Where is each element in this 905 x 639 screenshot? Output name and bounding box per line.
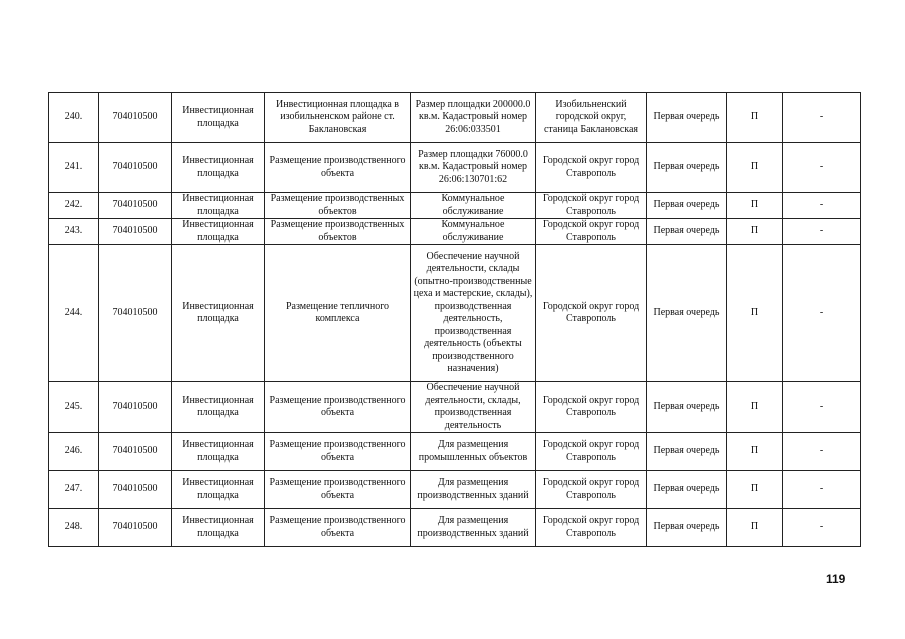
status-cell: П xyxy=(727,219,783,245)
row-number-cell: 240. xyxy=(49,93,99,143)
purpose-cell: Инвестиционная площадка в изобильненском районе ст. Баклановская xyxy=(265,93,411,143)
location-cell: Городской округ город Ставрополь xyxy=(536,382,647,433)
code-cell: 704010500 xyxy=(99,471,172,509)
code-cell: 704010500 xyxy=(99,245,172,382)
purpose-cell: Размещение производственного объекта xyxy=(265,471,411,509)
category-cell: Инвестиционная площадка xyxy=(172,509,265,547)
page-number: 119 xyxy=(826,572,846,586)
code-cell: 704010500 xyxy=(99,382,172,433)
location-cell: Городской округ город Ставрополь xyxy=(536,219,647,245)
table-row xyxy=(49,193,861,219)
row-number-cell: 241. xyxy=(49,143,99,193)
code-cell: 704010500 xyxy=(99,143,172,193)
note-cell: - xyxy=(783,93,861,143)
category-cell: Инвестиционная площадка xyxy=(172,193,265,219)
stage-cell: Первая очередь xyxy=(647,219,727,245)
table-row xyxy=(49,471,861,509)
description-cell: Для размещения производственных зданий xyxy=(411,509,536,547)
status-cell: П xyxy=(727,509,783,547)
stage-cell: Первая очередь xyxy=(647,143,727,193)
note-cell: - xyxy=(783,193,861,219)
status-cell: П xyxy=(727,471,783,509)
purpose-cell: Размещение производственных объектов xyxy=(265,219,411,245)
stage-cell: Первая очередь xyxy=(647,471,727,509)
row-number-cell: 248. xyxy=(49,509,99,547)
table-row xyxy=(49,382,861,433)
table-row xyxy=(49,433,861,471)
location-cell: Городской округ город Ставрополь xyxy=(536,471,647,509)
location-cell: Городской округ город Ставрополь xyxy=(536,509,647,547)
description-cell: Обеспечение научной деятельности, склады (опытно-производственные цеха и мастерские, склады), производственная деятельность, производственная деятельность (объекты производственного назначения) xyxy=(411,245,536,382)
note-cell: - xyxy=(783,245,861,382)
stage-cell: Первая очередь xyxy=(647,93,727,143)
description-cell: Коммунальное обслуживание xyxy=(411,219,536,245)
table-row xyxy=(49,509,861,547)
stage-cell: Первая очередь xyxy=(647,193,727,219)
status-cell: П xyxy=(727,143,783,193)
status-cell: П xyxy=(727,93,783,143)
note-cell: - xyxy=(783,382,861,433)
purpose-cell: Размещение производственного объекта xyxy=(265,143,411,193)
description-cell: Размер площадки 76000.0 кв.м. Кадастровый номер 26:06:130701:62 xyxy=(411,143,536,193)
row-number-cell: 243. xyxy=(49,219,99,245)
description-cell: Обеспечение научной деятельности, склады, производственная деятельность xyxy=(411,382,536,433)
category-cell: Инвестиционная площадка xyxy=(172,143,265,193)
status-cell: П xyxy=(727,193,783,219)
purpose-cell: Размещение тепличного комплекса xyxy=(265,245,411,382)
description-cell: Коммунальное обслуживание xyxy=(411,193,536,219)
category-cell: Инвестиционная площадка xyxy=(172,382,265,433)
purpose-cell: Размещение производственных объектов xyxy=(265,193,411,219)
purpose-cell: Размещение производственного объекта xyxy=(265,382,411,433)
status-cell: П xyxy=(727,433,783,471)
description-cell: Размер площадки 200000.0 кв.м. Кадастровый номер 26:06:033501 xyxy=(411,93,536,143)
purpose-cell: Размещение производственного объекта xyxy=(265,509,411,547)
category-cell: Инвестиционная площадка xyxy=(172,245,265,382)
location-cell: Городской округ город Ставрополь xyxy=(536,143,647,193)
table-row xyxy=(49,93,861,143)
category-cell: Инвестиционная площадка xyxy=(172,433,265,471)
table-body xyxy=(49,93,861,547)
category-cell: Инвестиционная площадка xyxy=(172,219,265,245)
objects-table xyxy=(48,92,861,547)
row-number-cell: 244. xyxy=(49,245,99,382)
stage-cell: Первая очередь xyxy=(647,433,727,471)
note-cell: - xyxy=(783,471,861,509)
table-row xyxy=(49,245,861,382)
row-number-cell: 247. xyxy=(49,471,99,509)
row-number-cell: 245. xyxy=(49,382,99,433)
code-cell: 704010500 xyxy=(99,193,172,219)
location-cell: Городской округ город Ставрополь xyxy=(536,193,647,219)
location-cell: Городской округ город Ставрополь xyxy=(536,433,647,471)
category-cell: Инвестиционная площадка xyxy=(172,471,265,509)
note-cell: - xyxy=(783,219,861,245)
stage-cell: Первая очередь xyxy=(647,382,727,433)
status-cell: П xyxy=(727,382,783,433)
code-cell: 704010500 xyxy=(99,433,172,471)
table-row xyxy=(49,143,861,193)
description-cell: Для размещения промышленных объектов xyxy=(411,433,536,471)
note-cell: - xyxy=(783,433,861,471)
location-cell: Изобильненский городской округ, станица Баклановская xyxy=(536,93,647,143)
row-number-cell: 246. xyxy=(49,433,99,471)
code-cell: 704010500 xyxy=(99,219,172,245)
code-cell: 704010500 xyxy=(99,509,172,547)
table-row xyxy=(49,219,861,245)
note-cell: - xyxy=(783,143,861,193)
code-cell: 704010500 xyxy=(99,93,172,143)
location-cell: Городской округ город Ставрополь xyxy=(536,245,647,382)
purpose-cell: Размещение производственного объекта xyxy=(265,433,411,471)
status-cell: П xyxy=(727,245,783,382)
stage-cell: Первая очередь xyxy=(647,509,727,547)
row-number-cell: 242. xyxy=(49,193,99,219)
description-cell: Для размещения производственных зданий xyxy=(411,471,536,509)
category-cell: Инвестиционная площадка xyxy=(172,93,265,143)
stage-cell: Первая очередь xyxy=(647,245,727,382)
note-cell: - xyxy=(783,509,861,547)
